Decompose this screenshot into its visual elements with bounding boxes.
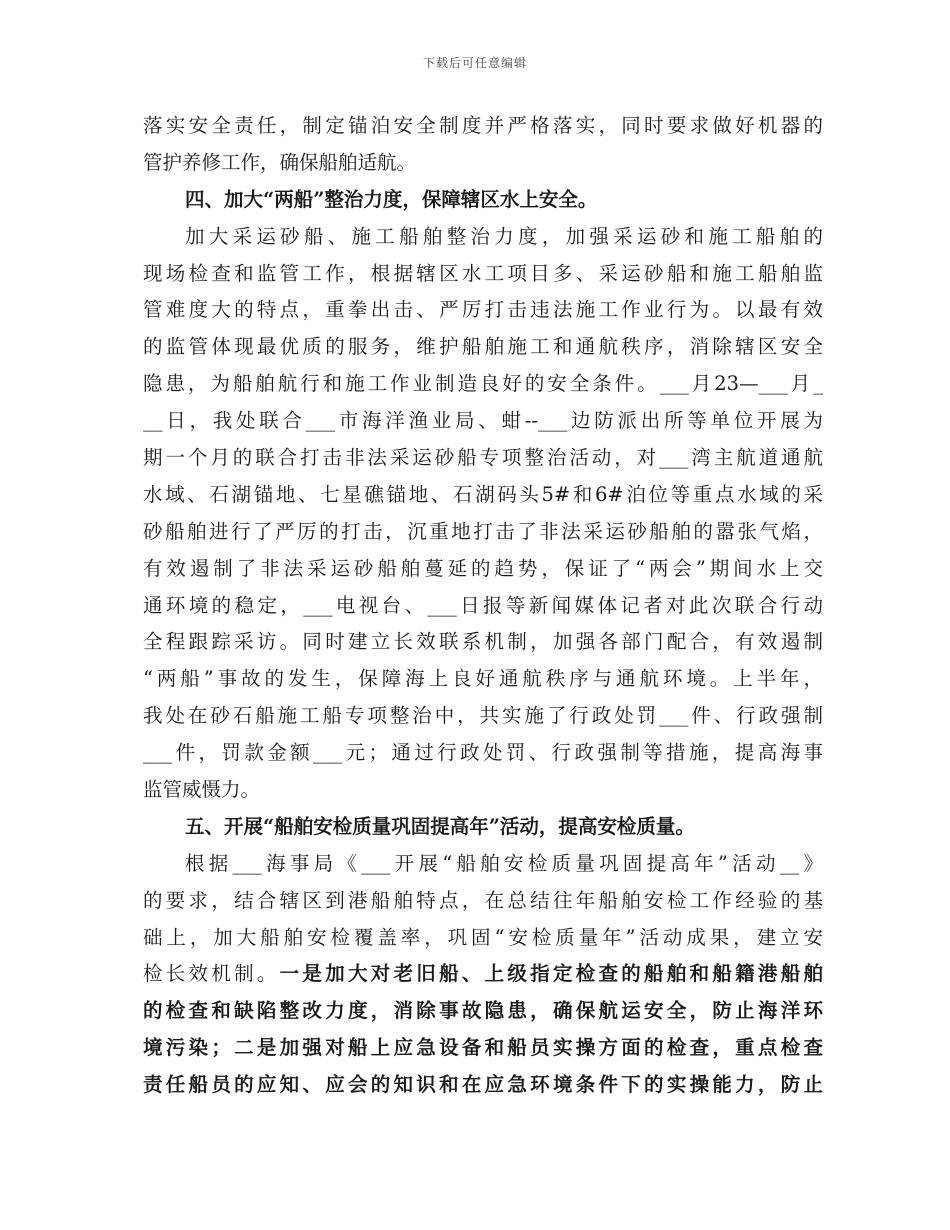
text-line: 通环境的稳定，___电视台、___日报等新闻媒体记者对此次联合行动 [143, 593, 823, 617]
text-line: 根据___海事局《___开展“船舶安检质量巩固提高年”活动__》 [185, 851, 823, 875]
text-line: 全程跟踪采访。同时建立长效联系机制，加强各部门配合，有效遏制 [143, 630, 823, 654]
document-body [143, 108, 823, 1104]
text-line: 加大采运砂船、施工船舶整治力度，加强采运砂和施工船舶的 [185, 224, 823, 248]
bold-text-line: 境污染；二是加强对船上应急设备和船员实操方面的检查，重点检查 [143, 1036, 823, 1060]
text-line: 砂船舶进行了严厉的打击，沉重地打击了非法采运砂船舶的嚣张气焰， [143, 519, 823, 543]
text-line-mixed [143, 956, 823, 993]
bold-text-line: 责任船员的应知、应会的知识和在应急环境条件下的实操能力，防止 [143, 1073, 823, 1097]
section-heading: 五、开展“船舶安检质量巩固提高年”活动，提高安检质量。 [185, 814, 695, 838]
text-line: 的监管体现最优质的服务，维护船舶施工和通航秩序，消除辖区安全 [143, 335, 823, 359]
text-segment: 检长效机制。 [143, 962, 280, 986]
text-line: 水域、石湖锚地、七星礁锚地、石湖码头5#和6#泊位等重点水域的采 [143, 482, 823, 506]
text-line: “两船”事故的发生，保障海上良好通航秩序与通航环境。上半年， [143, 667, 823, 691]
text-line: 隐患，为船舶航行和施工作业制造良好的安全条件。___月23—___月_ [143, 372, 823, 396]
text-line: __日，我处联合___市海洋渔业局、蚶--___边防派出所等单位开展为 [143, 409, 823, 433]
text-line: 管难度大的特点，重拳出击、严厉打击违法施工作业行为。以最有效 [143, 298, 823, 322]
text-line: 我处在砂石船施工船专项整治中，共实施了行政处罚___件、行政强制 [143, 704, 823, 728]
text-line: 现场检查和监管工作，根据辖区水工项目多、采运砂船和施工船舶监 [143, 261, 823, 285]
text-line: 落实安全责任，制定锚泊安全制度并严格落实，同时要求做好机器的 [143, 114, 823, 137]
text-line: 有效遏制了非法采运砂船舶蔓延的趋势，保证了“两会”期间水上交 [143, 556, 823, 580]
text-line: 监管威慑力。 [143, 778, 261, 802]
text-line: 的要求，结合辖区到港船舶特点，在总结往年船舶安检工作经验的基 [143, 888, 823, 912]
text-line: ___件，罚款金额___元；通过行政处罚、行政强制等措施，提高海事 [143, 741, 823, 765]
section-heading: 四、加大“两船”整治力度，保障辖区水上安全。 [185, 187, 598, 211]
text-line: 期一个月的联合打击非法采运砂船专项整治活动，对___湾主航道通航 [143, 446, 823, 470]
page-header: 下载后可任意编辑 [422, 56, 527, 70]
text-line: 础上，加大船舶安检覆盖率，巩固“安检质量年”活动成果，建立安 [143, 925, 823, 949]
bold-text-line: 的检查和缺陷整改力度，消除事故隐患，确保航运安全，防止海洋环 [143, 999, 823, 1023]
bold-text-segment: 一是加大对老旧船、上级指定检查的船舶和船籍港船舶 [279, 962, 823, 986]
text-line: 管护养修工作，确保船舶适航。 [143, 150, 417, 174]
